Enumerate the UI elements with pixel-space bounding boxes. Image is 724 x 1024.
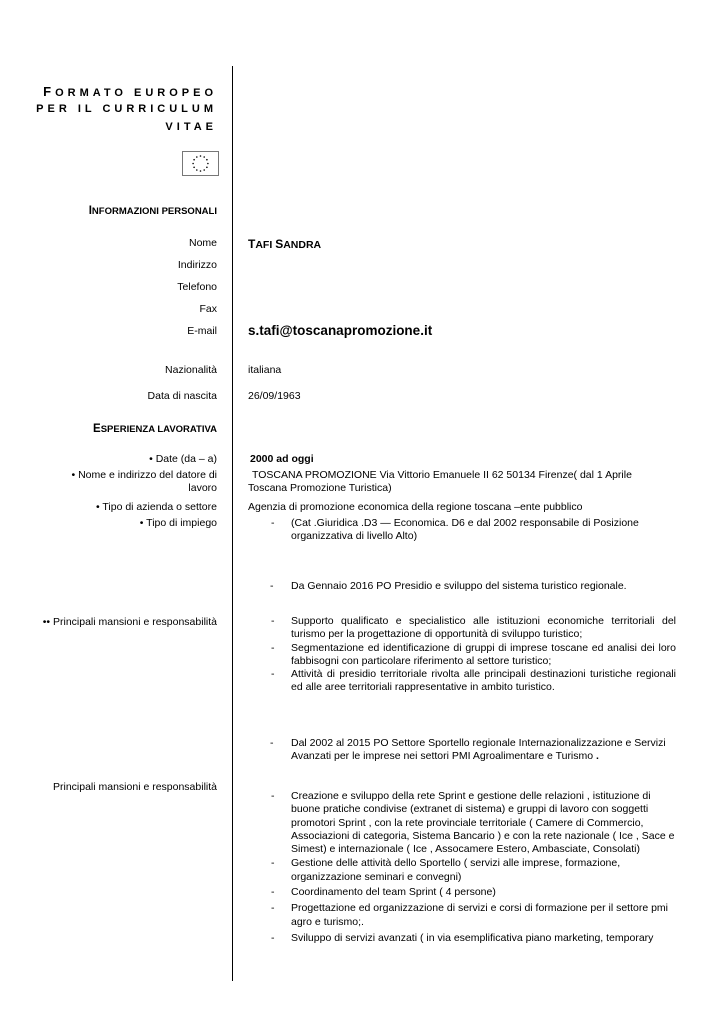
- label-employer: • Nome e indirizzo del datore di lavoro: [71, 469, 217, 494]
- duties1-list: [248, 615, 676, 695]
- value-email[interactable]: s.tafi@toscanapromozione.it: [248, 323, 433, 338]
- label-nazionalita: Nazionalità: [165, 364, 217, 376]
- role1-heading-list: [248, 580, 678, 593]
- role1-heading: - Da Gennaio 2016 PO Presidio e sviluppo del sistema turistico regionale.: [270, 580, 627, 592]
- role2-heading-list: [248, 737, 678, 764]
- section-personal-info: INFORMAZIONI PERSONALI: [88, 205, 217, 217]
- job-type-list: [248, 517, 678, 544]
- label-duties-1: •• Principali mansioni e responsabilità: [42, 616, 217, 628]
- value-nascita: 26/09/1963: [248, 390, 301, 402]
- label-nome: Nome: [188, 237, 217, 249]
- label-email: E-mail: [187, 325, 217, 337]
- label-indirizzo: Indirizzo: [177, 259, 217, 271]
- label-sector: • Tipo di azienda o settore: [95, 501, 217, 513]
- value-sector: Agenzia di promozione economica della regione toscana –ente pubblico: [248, 501, 583, 513]
- label-nascita: Data di nascita: [147, 390, 217, 402]
- list-item: - Segmentazione ed identificazione di gruppi di imprese toscane ed analisi dei loro fabbisogni con particolare riferimento al settore turistico;: [271, 641, 676, 667]
- list-item: - (Cat .Giuridica .D3 — Economica. D6 e dal 2002 responsabile di Posizione organizzativa di livello Alto): [271, 517, 639, 543]
- label-duties-2: Principali mansioni e responsabilità: [52, 781, 217, 793]
- eu-flag-icon: [182, 151, 219, 176]
- value-nome: TAFI SANDRA: [248, 237, 322, 251]
- list-item: - Progettazione ed organizzazione di servizi e corsi di formazione per il settore pmi agro e turismo;.: [271, 902, 669, 928]
- label-job-type: • Tipo di impiego: [139, 517, 217, 529]
- list-item: - Coordinamento del team Sprint ( 4 persone): [271, 886, 496, 899]
- value-nazionalita: italiana: [248, 364, 282, 376]
- section-work-experience: ESPERIENZA LAVORATIVA: [93, 423, 217, 435]
- list-item: - Gestione delle attività dello Sportello ( servizi alle imprese, formazione, organizzazione seminari e convegni): [271, 857, 621, 883]
- label-fax: Fax: [199, 303, 217, 315]
- cv-title-line1: FORMATO EUROPEO: [43, 84, 217, 99]
- role2-heading: - Dal 2002 al 2015 PO Settore Sportello regionale Internazionalizzazione e Servizi Avanzati per le imprese nei settori PMI Agroalimentare e Turismo .: [270, 737, 666, 763]
- list-item: - Supporto qualificato e specialistico alle istituzioni economiche territoriali del turismo per la progettazione di opportunità di sviluppo turistico;: [271, 615, 676, 641]
- value-employer: TOSCANA PROMOZIONE Via Vittorio Emanuele II 62 50134 Firenze( dal 1 Aprile Toscana Promozione Turistica): [248, 469, 632, 494]
- list-item: - Creazione e sviluppo della rete Sprint e gestione delle relazioni , istituzione di buone pratiche condivise (extranet di sistema) e gruppi di lavoro con soggetti promotori Sprint , con la rete provinciale territoriale ( Camere di Commercio, Associazioni di categoria, Sistema Bancario ) e con la rete nazionale ( Ice , Sace e Simest) e internazionale ( Ice , Assocamere Estero, Ambasciate, Consolati): [271, 790, 675, 856]
- list-item: - Attività di presidio territoriale rivolta alle principali destinazioni turistiche regionali ed alle aree territoriali rappresentative in ambito turistico.: [271, 668, 676, 694]
- label-date: • Date (da – a): [149, 453, 217, 465]
- duties2-list: [248, 790, 678, 945]
- column-divider: [232, 66, 233, 981]
- cv-title-line2: PER IL CURRICULUM: [36, 103, 217, 115]
- value-date: 2000 ad oggi: [250, 453, 314, 465]
- list-item: - Sviluppo di servizi avanzati ( in via esemplificativa piano marketing, temporary: [271, 931, 654, 944]
- cv-title-line3: VITAE: [165, 121, 217, 133]
- label-telefono: Telefono: [177, 281, 217, 293]
